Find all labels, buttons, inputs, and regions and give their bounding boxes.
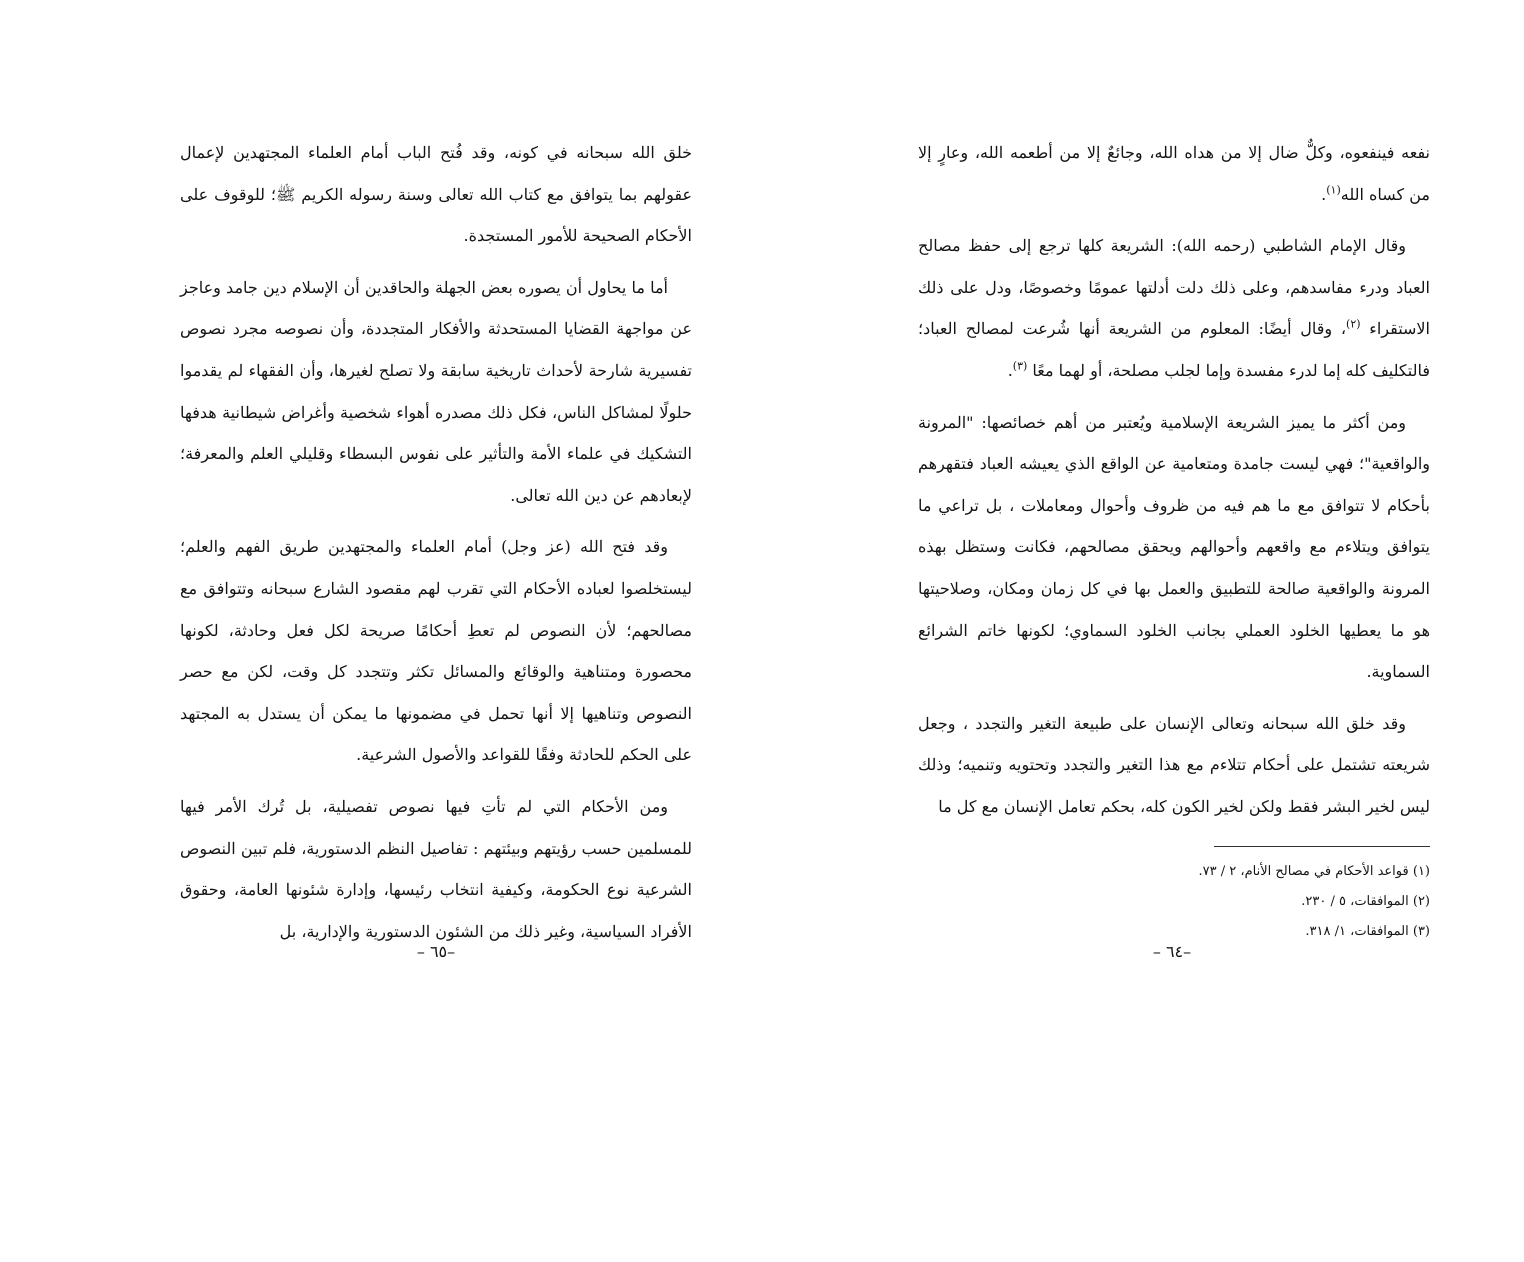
- footnote-2: (٢) الموافقات، ٥ / ٢٣٠.: [1301, 893, 1430, 909]
- footnote-3: (٣) الموافقات، ١/ ٣١٨.: [1305, 923, 1430, 939]
- right-page: [918, 132, 1430, 947]
- left-paragraph-4: ومن الأحكام التي لم تأتِ فيها نصوص تفصيلية، بل تُرك الأمر فيها للمسلمين حسب رؤيتهم وبيئتهم : تفاصيل النظم الدستورية، فلم تبين النصوص الشرعية نوع الحكومة، وكيفية انتخاب رئيسها، وإدارة شئونها العامة، وحقوق الأفراد السياسية، وغير ذلك من الشئون الدستورية والإدارية، بل: [180, 796, 692, 941]
- left-paragraph-1: خلق الله سبحانه في كونه، وقد فُتح الباب أمام العلماء المجتهدين لإعمال عقولهم بما يتوافق مع كتاب الله تعالى وسنة رسوله الكريم ﷺ؛ للوقوف على الأحكام الصحيحة للأمور المستجدة.: [180, 143, 692, 246]
- right-paragraph-3: ومن أكثر ما يميز الشريعة الإسلامية ويُعتبر من أهم خصائصها: "المرونة والواقعية"؛ فهي ليست جامدة ومتعامية عن الواقع الذي يعيشه العباد فتقهرهم بأحكام لا تتوافق مع ما هم فيه من ظروف وأحوال ومعاملات ، بل تراعي ما يتوافق ويتلاءم مع واقعهم وأحوالهم ويحقق مصالحهم، فكانت وستظل بهذه المرونة والواقعية صالحة للتطبيق والعمل بها في كل زمان ومكان، وصلاحيتها هو ما يعطيها الخلود العملي بجانب الخلود السماوي؛ لكونها خاتم الشرائع السماوية.: [918, 412, 1431, 682]
- left-paragraph-3: وقد فتح الله (عز وجل) أمام العلماء والمجتهدين طريق الفهم والعلم؛ ليستخلصوا لعباده الأحكام التي تقرب لهم مقصود الشارع سبحانه وتتوافق مع مصالحهم؛ لأن النصوص لم تعطِ أحكامًا صريحة لكل فعل وحادثة، لكونها محصورة ومتناهية والوقائع والمسائل تكثر وتتجدد كل وقت، لكن مع حصر النصوص وتناهيها إلا أنها تحمل في مضمونها ما يمكن أن يستدل به المجتهد على الحكم للحادثة وفقًا للقواعد والأصول الشرعية.: [180, 537, 692, 765]
- right-paragraph-1-text: نفعه فينفعوه، وكلٌّ ضال إلا من هداه الله، وجائعٌ إلا من أطعمه الله، وعارٍ إلا من كساه الله: [918, 143, 1430, 204]
- footnote-1: (١) قواعد الأحكام في مصالح الأنام، ٢ / ٧٣.: [1198, 863, 1430, 879]
- right-paragraph-4: وقد خلق الله سبحانه وتعالى الإنسان على طبيعة التغير والتجدد ، وجعل شريعته تشتمل على أحكام تتلاءم مع هذا التغير والتجدد وتحتويه وتنميه؛ وذلك ليس لخير البشر فقط ولكن لخير الكون كله، بحكم تعامل الإنسان مع كل ما: [918, 713, 1430, 816]
- footnote-ref-2: (٢): [1346, 318, 1361, 332]
- right-paragraph-2: [918, 225, 1430, 391]
- right-paragraph-2-part-a: وقال الإمام الشاطبي (رحمه الله): الشريعة كلها ترجع إلى حفظ مصالح العباد ودرء مفاسدهم، وعلى ذلك دلت أدلتها عمومًا وخصوصًا، ودل على ذلك الاستقراء: [918, 236, 1430, 339]
- left-paragraph-2: أما ما يحاول أن يصوره بعض الجهلة والحاقدين أن الإسلام دين جامد وعاجز عن مواجهة القضايا المستحدثة والأفكار المتجددة، وأن نصوصه مجرد نصوص تفسيرية شارحة لأحداث تاريخية سابقة ولا تصلح لغيرها، وأن الفقهاء لم يقدموا حلولًا لمشاكل الناس، فكل ذلك مصدره أهواء شخصية وأغراض شيطانية هدفها التشكيك في علماء الأمة والتأثير على نفوس البسطاء وقليلي العلم والمعرفة؛ لإبعادهم عن دين الله تعالى.: [180, 277, 692, 505]
- footnote-ref-3: (٣): [1012, 359, 1028, 373]
- right-paragraph-2-end: .: [1007, 360, 1013, 380]
- footnote-ref-1: (١): [1326, 183, 1341, 197]
- footnotes: [918, 857, 1430, 947]
- footnote-divider: [1214, 846, 1430, 847]
- right-paragraph-1-end: .: [1321, 184, 1327, 204]
- left-page: [180, 132, 692, 962]
- page-number-left: –٦٥ –: [416, 942, 456, 961]
- page-number-right: –٦٤ –: [1152, 942, 1192, 961]
- right-paragraph-2-part-b: ، وقال أيضًا: المعلوم من الشريعة أنها شُرعت لمصالح العباد؛ فالتكليف كله إما لدرء مفسدة وإما لجلب مصلحة، أو لهما معًا: [918, 319, 1430, 380]
- right-paragraph-1: [918, 132, 1430, 215]
